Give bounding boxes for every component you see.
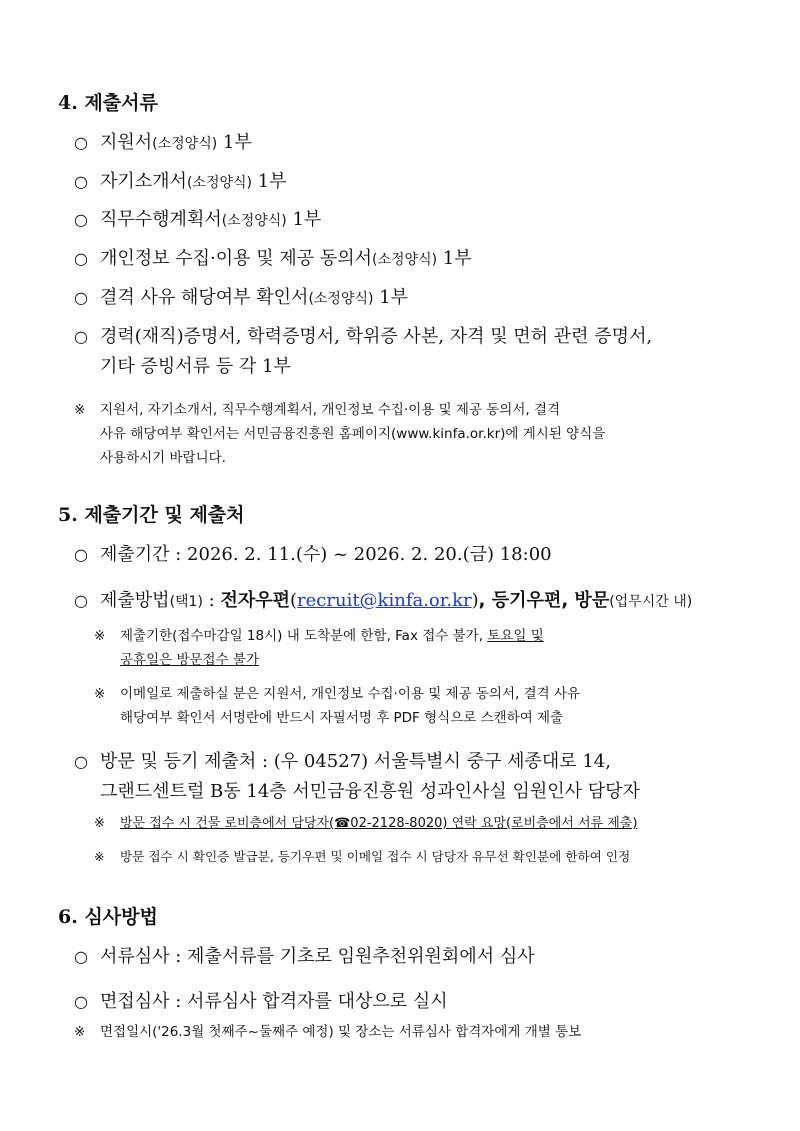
list-item: ○ 자기소개서(소정양식) 1부 (74, 171, 287, 192)
section-4-note: ※ 지원서, 자기소개서, 직무수행계획서, 개인정보 수집·이용 및 제공 동의서, 결격 사유 해당여부 확인서는 서민금융진흥원 홈페이지(www.kinfa.or.kr)에 게시된 양식을 사용하시기 바랍니다. (74, 402, 606, 466)
submission-address: ○ 방문 및 등기 제출처 : (우 04527) 서울특별시 중구 세종대로 14, 그랜드센트럴 B동 14층 서민금융진흥원 성과인사실 임원인사 담당자 (74, 751, 640, 802)
list-item: ○ 서류심사 : 제출서류를 기초로 임원추천위원회에서 심사 (74, 946, 535, 967)
list-item: ○ 경력(재직)증명서, 학력증명서, 학위증 사본, 자격 및 면허 관련 증명서, 기타 증빙서류 등 각 1부 (74, 326, 653, 377)
address-note-2: ※ 방문 접수 시 확인증 발급분, 등기우편 및 이메일 접수 시 담당자 유무선 확인분에 한하여 인정 (94, 849, 631, 864)
list-item: ○ 결격 사유 해당여부 확인서(소정양식) 1부 (74, 287, 409, 308)
address-note-1: ※ 방문 접수 시 건물 로비층에서 담당자(☎02-2128-8020) 연락 요망(로비층에서 서류 제출) (94, 816, 638, 831)
submission-method: ○ 제출방법(택1) : 전자우편(recruit@kinfa.or.kr), 등기우편, 방문(업무시간 내) (74, 590, 693, 611)
list-item: ○ 개인정보 수집·이용 및 제공 동의서(소정양식) 1부 (74, 248, 472, 269)
section-6-note: ※ 면접일시('26.3월 첫째주~둘째주 예정) 및 장소는 서류심사 합격자에게 개별 통보 (74, 1024, 582, 1040)
submission-period: ○ 제출기간 : 2026. 2. 11.(수) ~ 2026. 2. 20.(금) 18:00 (74, 544, 552, 565)
list-item: ○ 면접심사 : 서류심사 합격자를 대상으로 실시 (74, 991, 448, 1012)
section-4-title: 4. 제출서류 (58, 92, 158, 114)
method-note-2: ※ 이메일로 제출하실 분은 지원서, 개인정보 수집·이용 및 제공 동의서, 결격 사유 해당여부 확인서 서명란에 반드시 자필서명 후 PDF 형식으로 스캔하여 제출 (94, 686, 581, 726)
section-5-title: 5. 제출기간 및 제출처 (58, 504, 245, 526)
method-note-1: ※ 제출기한(접수마감일 18시) 내 도착분에 한함, Fax 접수 불가, 토요일 및 공휴일은 방문접수 불가 (94, 628, 544, 668)
section-6-title: 6. 심사방법 (58, 906, 158, 928)
list-item: ○ 지원서(소정양식) 1부 (74, 132, 252, 153)
list-item: ○ 직무수행계획서(소정양식) 1부 (74, 209, 322, 230)
recruit-email-link[interactable]: recruit@kinfa.or.kr (297, 590, 472, 611)
